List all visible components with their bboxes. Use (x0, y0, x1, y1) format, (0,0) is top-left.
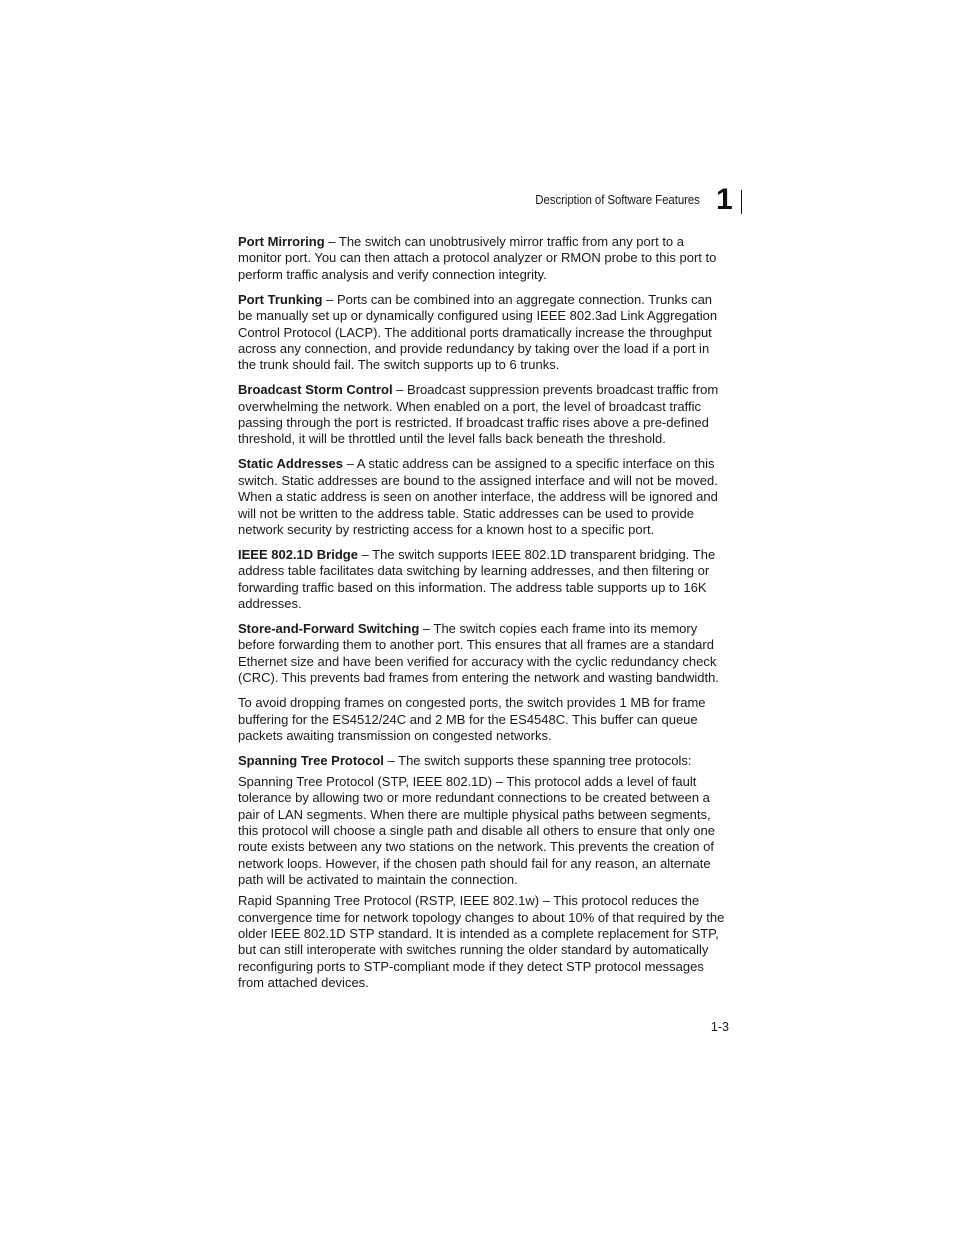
paragraph-stp: Spanning Tree Protocol (STP, IEEE 802.1D) – This protocol adds a level of fault tolerance by allowing two or more redundant connections to be created between a pair of LAN segments. When there are multiple physical paths between segments, this protocol will choose a single path and disable all others to ensure that only one route exists between any two stations on the network. This prevents the creation of network loops. However, if the chosen path should fail for any reason, an alternate path will be activated to maintain the connection. (238, 773, 715, 888)
paragraph-store-and-forward (238, 621, 730, 687)
running-head: Description of Software Features (535, 193, 700, 207)
chapter-badge (716, 183, 742, 216)
paragraph-ieee-bridge (238, 547, 730, 613)
desc-static-addresses: – A static address can be assigned to a specific interface on this switch. Static addresses are bound to the assigned interface and will not be moved. When a static address is seen on another interface, the address will be ignored and will not be written to the address table. Static addresses can be used to provide network security by restricting access for a known host to a specific port. (238, 456, 718, 537)
desc-store-and-forward: – The switch copies each frame into its memory before forwarding them to another port. This ensures that all frames are a standard Ethernet size and have been verified for accuracy with the cyclic redundancy check (CRC). This prevents bad frames from entering the network and wasting bandwidth. (238, 621, 719, 686)
chapter-number: 1 (716, 183, 733, 216)
term-store-and-forward: Store-and-Forward Switching (238, 621, 420, 637)
term-static-addresses: Static Addresses (238, 456, 344, 472)
term-broadcast-storm-control: Broadcast Storm Control (238, 382, 393, 398)
paragraph-frame-buffering: To avoid dropping frames on congested ports, the switch provides 1 MB for frame buffering for the ES4512/24C and 2 MB for the ES4548C. This buffer can queue packets awaiting transmission on congested networks. (238, 695, 706, 743)
term-port-trunking: Port Trunking (238, 291, 323, 307)
paragraph-port-trunking (238, 292, 730, 374)
chapter-rule (741, 190, 742, 214)
page-number: 1-3 (710, 1020, 729, 1034)
term-spanning-tree: Spanning Tree Protocol (238, 752, 384, 768)
paragraph-static-addresses (238, 456, 730, 538)
paragraph-rstp: Rapid Spanning Tree Protocol (RSTP, IEEE 802.1w) – This protocol reduces the convergence time for network topology changes to about 10% of that required by the older IEEE 802.1D STP standard. It is intended as a complete replacement for STP, but can still interoperate with switches running the older standard by automatically reconfiguring ports to STP-compliant mode if they detect STP protocol messages from attached devices. (238, 893, 725, 991)
desc-ieee-bridge: – The switch supports IEEE 802.1D transparent bridging. The address table facilitates data switching by learning addresses, and then filtering or forwarding traffic based on this information. The address table supports up to 16K addresses. (238, 546, 716, 612)
desc-port-mirroring: – The switch can unobtrusively mirror traffic from any port to a monitor port. You can then attach a protocol analyzer or RMON probe to this port to perform traffic analysis and verify connection integrity. (238, 234, 717, 282)
paragraph-broadcast-storm-control (238, 382, 730, 448)
paragraph-spanning-tree (238, 753, 730, 769)
desc-spanning-tree: – The switch supports these spanning tree protocols: (383, 752, 692, 768)
desc-port-trunking: – Ports can be combined into an aggregate connection. Trunks can be manually set up or dynamically configured using IEEE 802.3ad Link Aggregation Control Protocol (LACP). The additional ports dramatically increase the throughput across any connection, and provide redundancy by taking over the load if a port in the trunk should fail. The switch supports up to 6 trunks. (238, 291, 718, 373)
term-ieee-bridge: IEEE 802.1D Bridge (238, 546, 358, 562)
page-header (0, 183, 954, 216)
paragraph-port-mirroring (238, 234, 730, 283)
desc-broadcast-storm-control: – Broadcast suppression prevents broadcast traffic from overwhelming the network. When enabled on a port, the level of broadcast traffic passing through the port is restricted. If broadcast traffic rises above a pre-defined threshold, it will be throttled until the level falls back beneath the threshold. (238, 382, 719, 447)
body-text (238, 234, 730, 1000)
term-port-mirroring: Port Mirroring (238, 234, 325, 249)
